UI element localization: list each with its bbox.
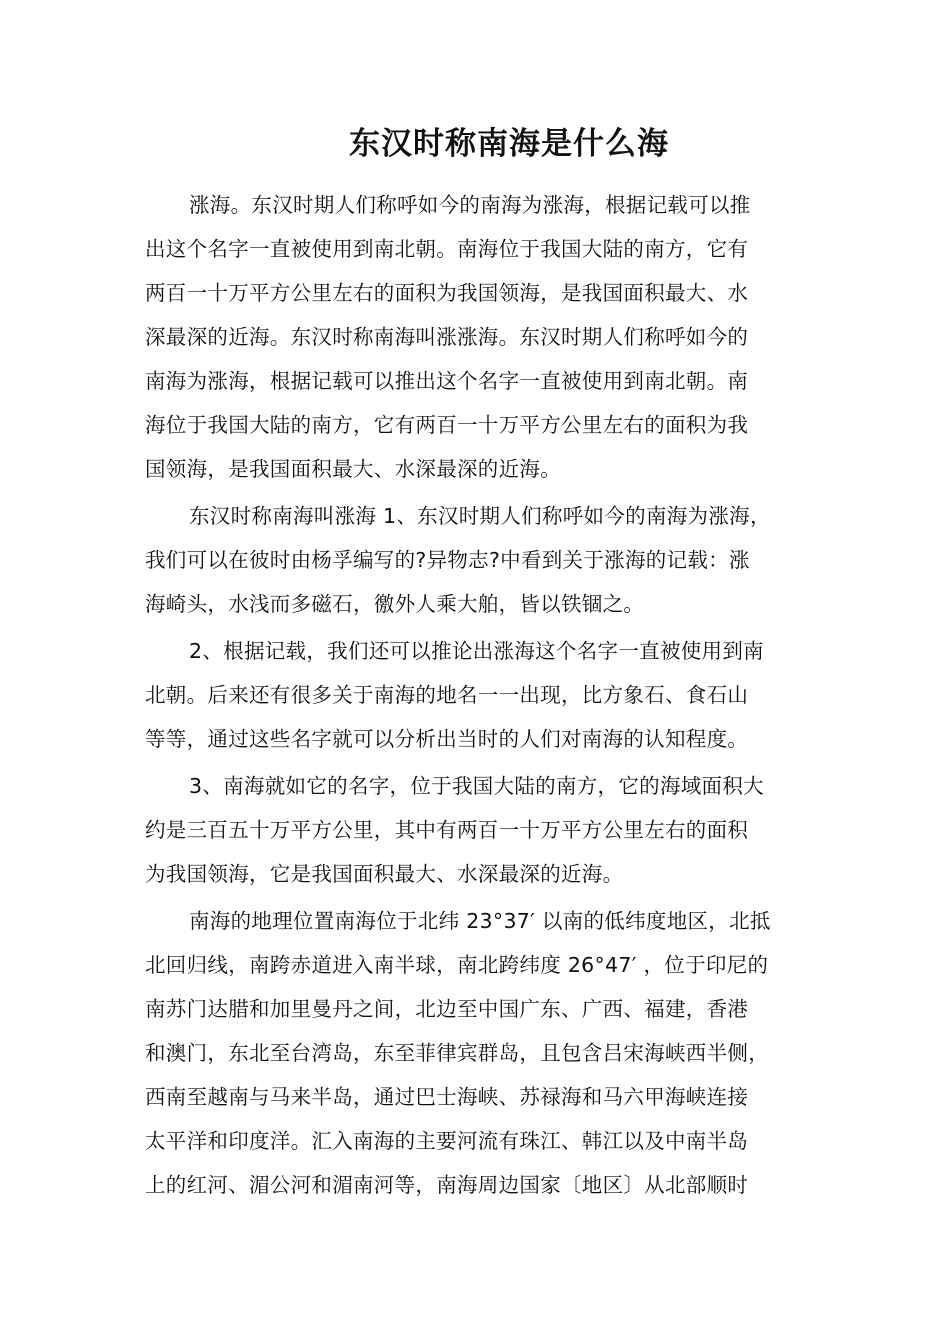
paragraph-1 (145, 183, 825, 491)
document-title: 东汉时称南海是什么海 (349, 126, 669, 162)
text-line: 北回归线，南跨赤道进入南半球，南北跨纬度 26°47′ ，位于印尼的 (145, 953, 769, 977)
text-line: 2、根据记载，我们还可以推论出涨海这个名字一直被使用到南 (189, 639, 764, 663)
document-body (145, 183, 825, 1210)
text-line: 东汉时称南海叫涨海 1、东汉时期人们称呼如今的南海为涨海， (189, 504, 771, 528)
paragraph-4 (145, 764, 825, 896)
text-line: 我们可以在彼时由杨孚编写的?异物志?中看到关于涨海的记载：涨 (145, 548, 750, 572)
text-line: 国领海，是我国面积最大、水深最深的近海。 (145, 457, 561, 481)
paragraph-5 (145, 899, 825, 1207)
text-line: 出这个名字一直被使用到南北朝。南海位于我国大陆的南方，它有 (145, 237, 749, 261)
text-line: 约是三百五十万平方公里，其中有两百一十万平方公里左右的面积 (145, 818, 749, 842)
text-line: 太平洋和印度洋。汇入南海的主要河流有珠江、韩江以及中南半岛 (145, 1129, 749, 1153)
text-line: 为我国领海，它是我国面积最大、水深最深的近海。 (145, 862, 624, 886)
text-line: 海位于我国大陆的南方，它有两百一十万平方公里左右的面积为我 (145, 413, 749, 437)
text-line: 3、南海就如它的名字，位于我国大陆的南方，它的海域面积大 (189, 774, 764, 798)
text-line: 等等，通过这些名字就可以分析出当时的人们对南海的认知程度。 (145, 727, 749, 751)
text-line: 南海为涨海，根据记载可以推出这个名字一直被使用到南北朝。南 (145, 369, 749, 393)
text-line: 南苏门达腊和加里曼丹之间，北边至中国广东、广西、福建，香港 (145, 997, 749, 1021)
text-line: 涨海。东汉时期人们称呼如今的南海为涨海，根据记载可以推 (189, 193, 751, 217)
text-line: 和澳门，东北至台湾岛，东至菲律宾群岛，且包含吕宋海峡西半侧， (145, 1041, 769, 1065)
paragraph-3 (145, 629, 825, 761)
text-line: 上的红河、湄公河和湄南河等，南海周边国家〔地区〕从北部顺时 (145, 1173, 749, 1197)
text-line: 西南至越南与马来半岛，通过巴士海峡、苏禄海和马六甲海峡连接 (145, 1085, 749, 1109)
paragraph-2 (145, 494, 825, 626)
text-line: 深最深的近海。东汉时称南海叫涨涨海。东汉时期人们称呼如今的 (145, 325, 749, 349)
text-line: 海崎头，水浅而多磁石，徼外人乘大舶，皆以铁锢之。 (145, 592, 645, 616)
text-line: 两百一十万平方公里左右的面积为我国领海，是我国面积最大、水 (145, 281, 749, 305)
text-line: 南海的地理位置南海位于北纬 23°37′ 以南的低纬度地区，北抵 (189, 909, 771, 933)
text-line: 北朝。后来还有很多关于南海的地名一一出现，比方象石、食石山 (145, 683, 749, 707)
